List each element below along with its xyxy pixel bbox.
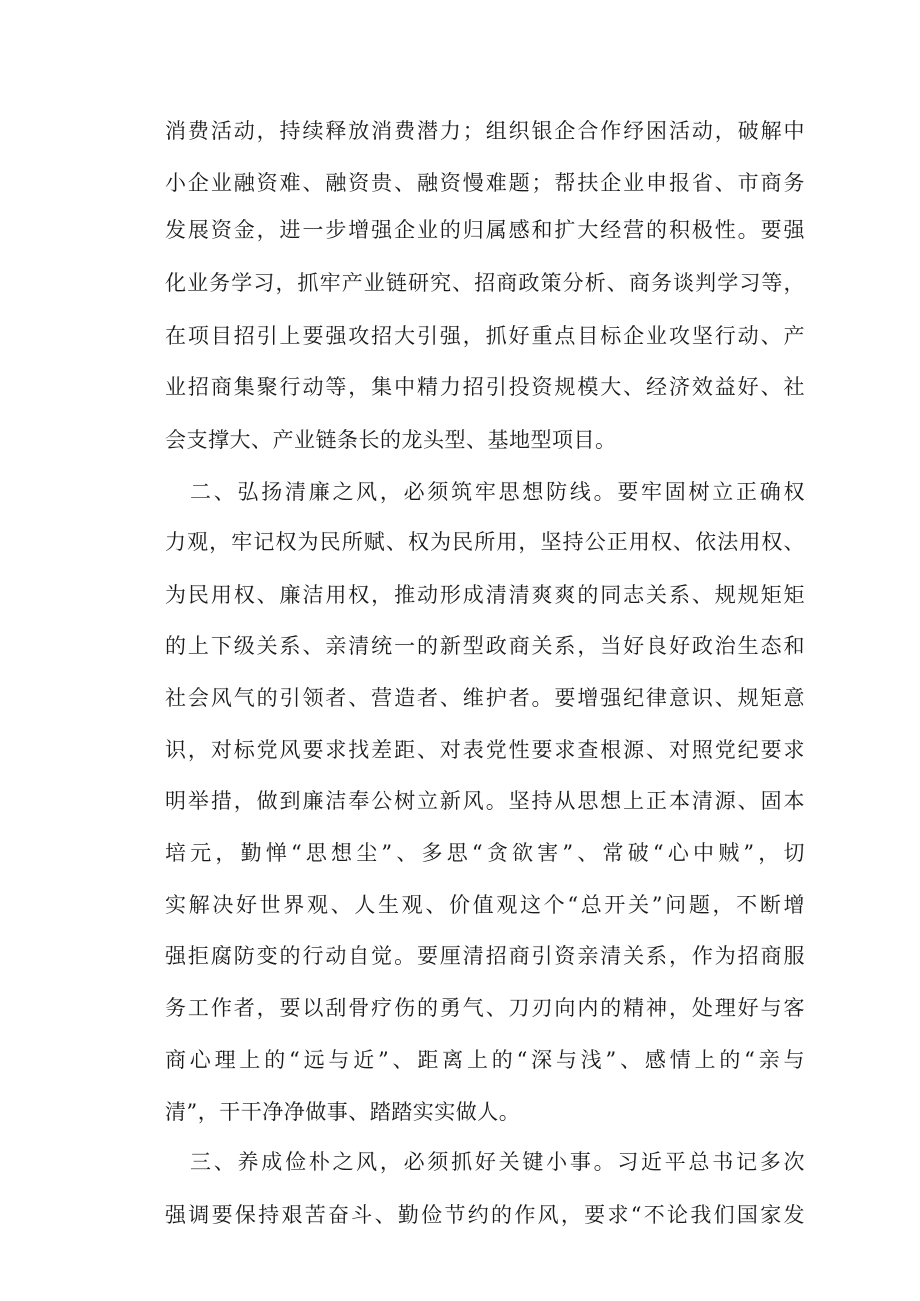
text-line: 商心理上的“远与近”、距离上的“深与浅”、感情上的“亲与 [165,1048,805,1072]
text-line: 化业务学习，抓牢产业链研究、招商政策分析、商务谈判学习等， [165,271,805,295]
text-line: 务工作者，要以刮骨疗伤的勇气、刀刃向内的精神，处理好与客 [165,996,805,1020]
text-line: 力观，牢记权为民所赋、权为民所用，坚持公正用权、依法用权、 [165,530,805,554]
text-line: 会支撑大、产业链条长的龙头型、基地型项目。 [165,428,617,452]
section-heading-line: 三、养成俭朴之风，必须抓好关键小事。习近平总书记多次 [190,1150,805,1174]
text-line: 业招商集聚行动等，集中精力招引投资规模大、经济效益好、社 [165,375,805,399]
text-line: 强拒腐防变的行动自觉。要厘清招商引资亲清关系，作为招商服 [165,944,805,968]
text-line: 小企业融资难、融资贵、融资慢难题；帮扶企业申报省、市商务 [165,171,805,195]
text-line: 强调要保持艰苦奋斗、勤俭节约的作风，要求“不论我们国家发 [165,1203,805,1227]
text-line: 社会风气的引领者、营造者、维护者。要增强纪律意识、规矩意 [165,686,805,710]
text-line: 为民用权、廉洁用权，推动形成清清爽爽的同志关系、规规矩矩 [165,583,805,607]
text-line: 清”，干干净净做事、踏踏实实做人。 [165,1100,521,1124]
text-line: 实解决好世界观、人生观、价值观这个“总开关”问题，不断增 [165,893,805,917]
text-line: 明举措，做到廉洁奉公树立新风。坚持从思想上正本清源、固本 [165,789,805,813]
text-line: 在项目招引上要强攻招大引强，抓好重点目标企业攻坚行动、产 [165,324,805,348]
text-line: 的上下级关系、亲清统一的新型政商关系，当好良好政治生态和 [165,634,805,658]
text-line: 发展资金，进一步增强企业的归属感和扩大经营的积极性。要强 [165,218,805,242]
text-line: 识，对标党风要求找差距、对表党性要求查根源、对照党纪要求 [165,738,805,762]
section-heading-line: 二、弘扬清廉之风，必须筑牢思想防线。要牢固树立正确权 [190,480,805,504]
text-line: 消费活动，持续释放消费潜力；组织银企合作纾困活动，破解中 [165,119,805,143]
text-line: 培元，勤惮“思想尘”、多思“贪欲害”、常破“心中贼”，切 [165,841,805,865]
